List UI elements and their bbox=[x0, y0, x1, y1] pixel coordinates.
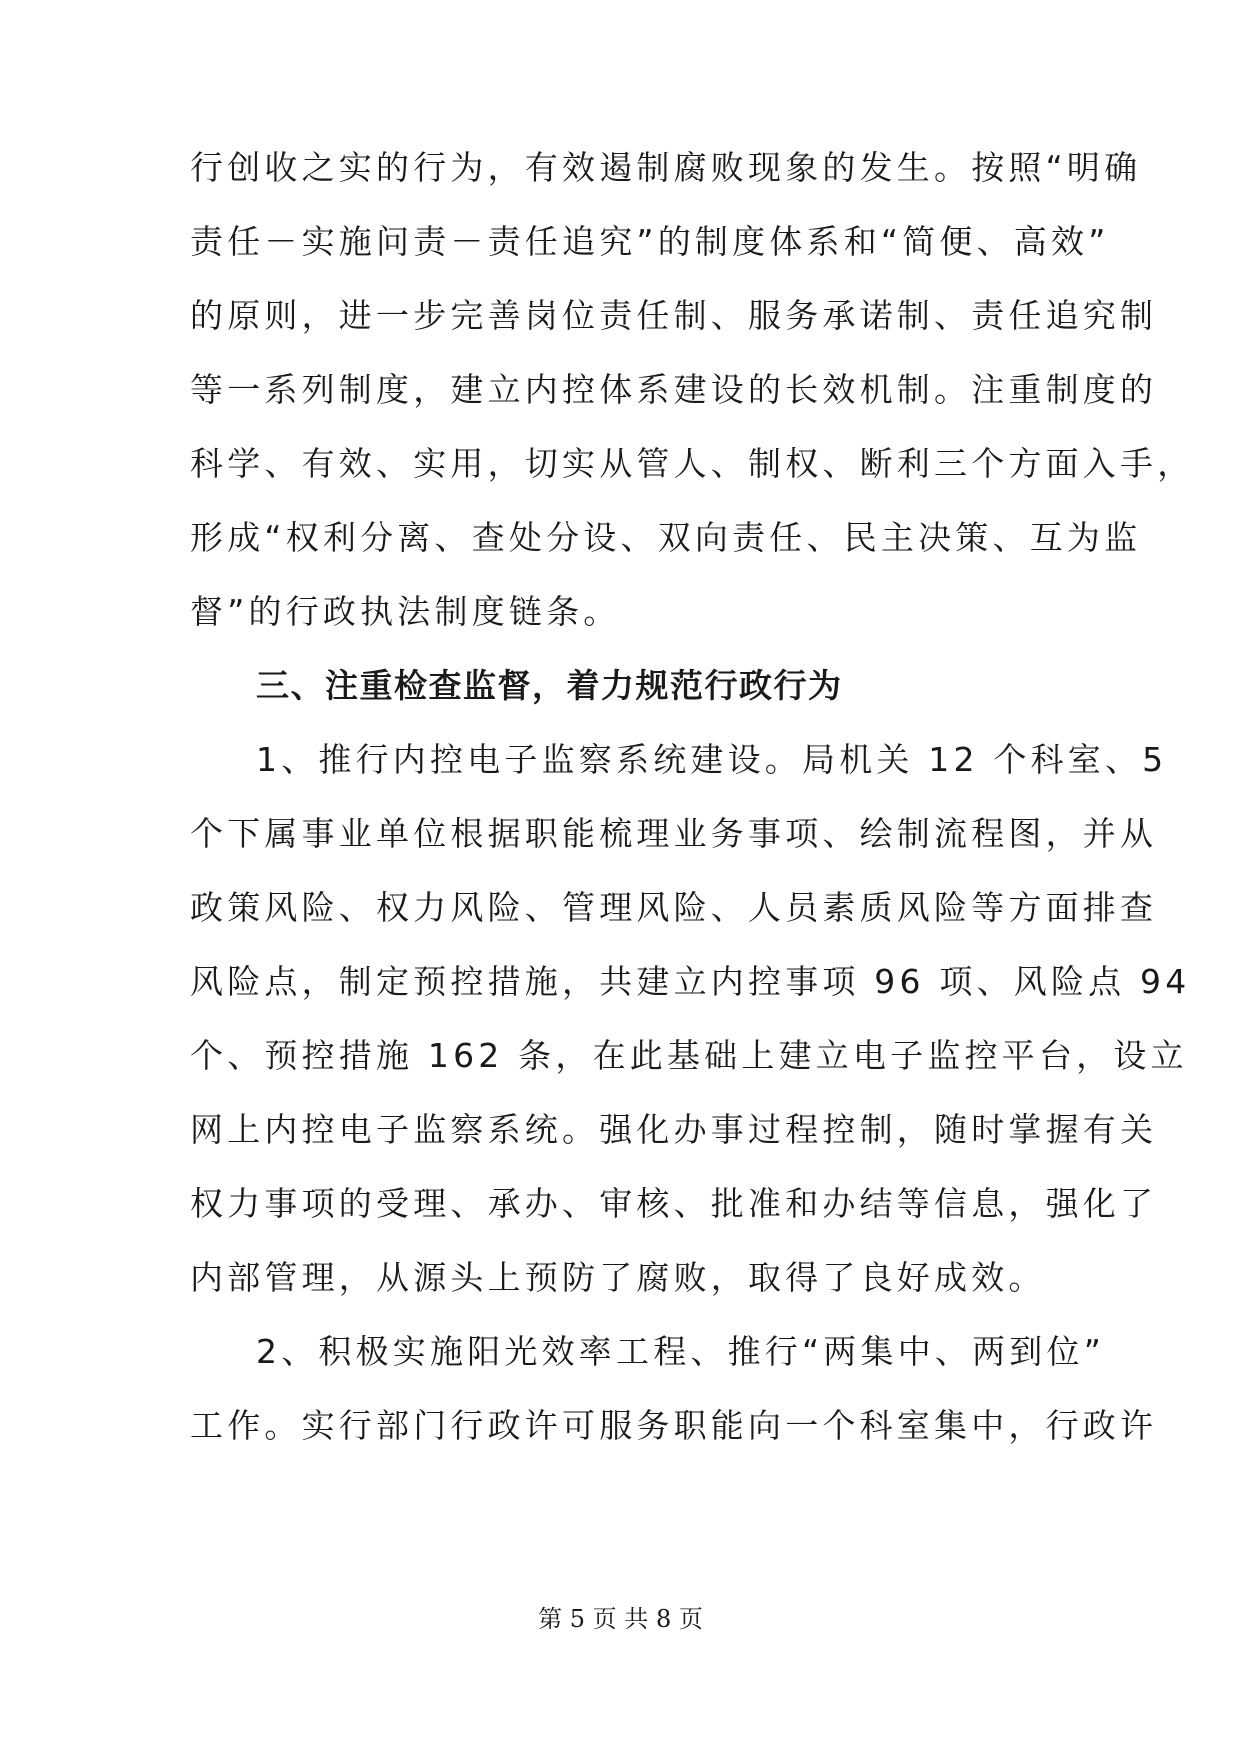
paragraph-line: 风险点，制定预控措施，共建立内控事项 96 项、风险点 94 bbox=[190, 962, 1191, 1001]
section-heading: 三、注重检查监督，着力规范行政行为 bbox=[256, 666, 843, 705]
paragraph-line: 督”的行政执法制度链条。 bbox=[190, 592, 621, 631]
paragraph-line: 网上内控电子监察系统。强化办事过程控制，随时掌握有关 bbox=[190, 1110, 1158, 1149]
paragraph-line: 1、推行内控电子监察系统建设。局机关 12 个科室、5 bbox=[256, 740, 1168, 779]
page-number-footer: 第 5 页 共 8 页 bbox=[538, 1605, 703, 1633]
paragraph-line: 个、预控措施 162 条，在此基础上建立电子监控平台，设立 bbox=[190, 1036, 1188, 1075]
paragraph-line: 个下属事业单位根据职能梳理业务事项、绘制流程图，并从 bbox=[190, 814, 1158, 853]
paragraph-line: 形成“权利分离、查处分设、双向责任、民主决策、互为监 bbox=[190, 518, 1142, 557]
paragraph-line: 工作。实行部门行政许可服务职能向一个科室集中，行政许 bbox=[190, 1406, 1158, 1445]
paragraph-line: 的原则，进一步完善岗位责任制、服务承诺制、责任追究制 bbox=[190, 296, 1158, 335]
paragraph-line: 政策风险、权力风险、管理风险、人员素质风险等方面排查 bbox=[190, 888, 1158, 927]
paragraph-line: 内部管理，从源头上预防了腐败，取得了良好成效。 bbox=[190, 1258, 1046, 1297]
paragraph-line: 等一系列制度，建立内控体系建设的长效机制。注重制度的 bbox=[190, 370, 1158, 409]
paragraph-line: 科学、有效、实用，切实从管人、制权、断利三个方面入手， bbox=[190, 444, 1195, 483]
paragraph-line: 权力事项的受理、承办、审核、批准和办结等信息，强化了 bbox=[190, 1184, 1158, 1223]
paragraph-line: 责任－实施问责－责任追究”的制度体系和“简便、高效” bbox=[190, 222, 1110, 261]
paragraph-line: 2、积极实施阳光效率工程、推行“两集中、两到位” bbox=[256, 1332, 1105, 1371]
paragraph-line: 行创收之实的行为，有效遏制腐败现象的发生。按照“明确 bbox=[190, 148, 1142, 187]
